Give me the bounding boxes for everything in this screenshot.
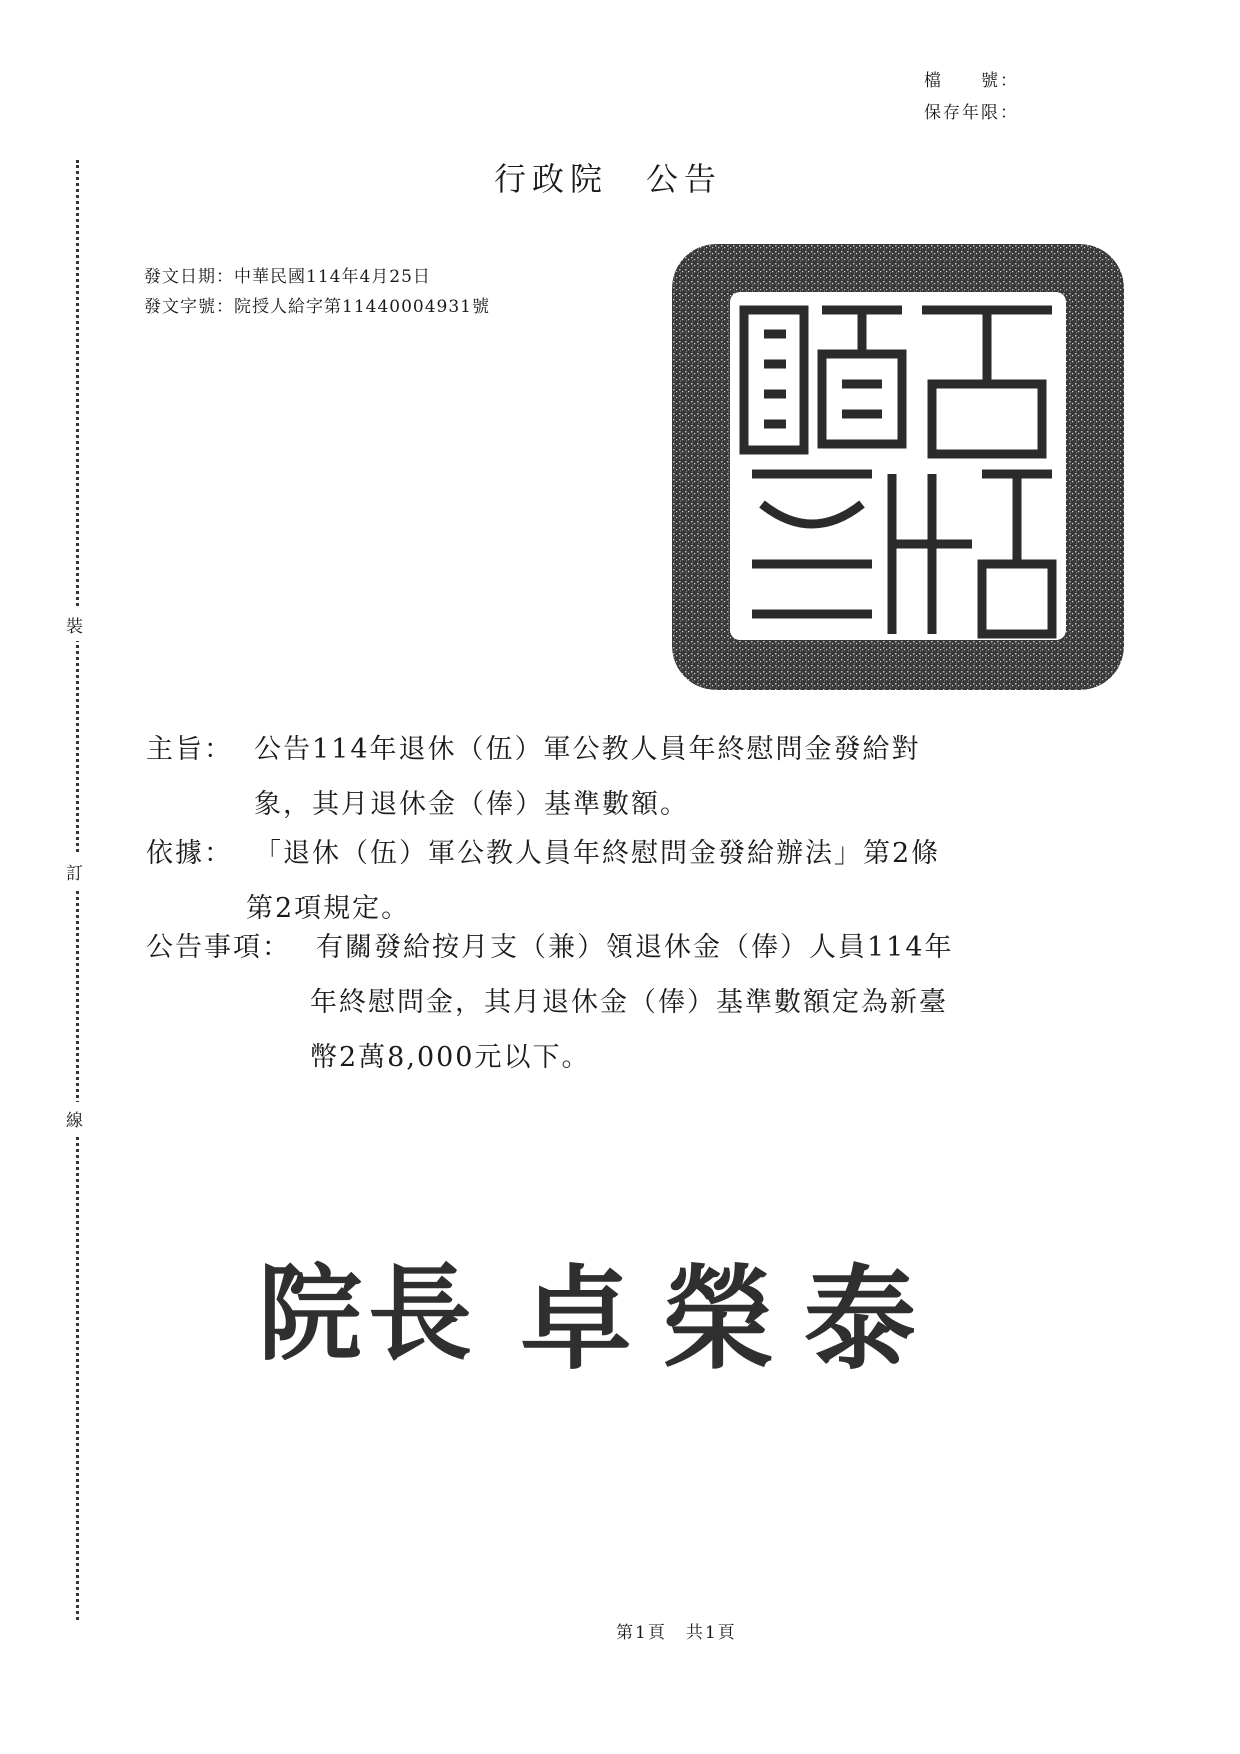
issue-number: 發文字號：院授人給字第11440004931號 — [144, 297, 490, 317]
binding-mark-zhuang: 裝 — [66, 608, 83, 641]
items-line-2: 年終慰問金，其月退休金（俸）基準數額定為新臺 — [310, 987, 948, 1018]
binding-dotted-line — [76, 160, 79, 1620]
binding-mark-xian: 線 — [66, 1102, 83, 1135]
subject-label: 主旨： — [146, 734, 233, 765]
subject-line-1: 公告114年退休（伍）軍公教人員年終慰問金發給對 — [254, 734, 921, 765]
basis-line-2: 第2項規定。 — [246, 893, 411, 924]
basis-line-1: 「退休（伍）軍公教人員年終慰問金發給辦法」第2條 — [254, 838, 941, 869]
official-seal — [672, 244, 1124, 690]
basis-label: 依據： — [146, 838, 233, 869]
section-announcement-items — [146, 920, 1106, 1090]
signature-name: 卓榮泰 — [520, 1254, 946, 1385]
file-number-label: 檔 號： — [924, 71, 1019, 91]
signature-title: 院長 — [258, 1252, 479, 1375]
page-number: 第1頁 共1頁 — [616, 1623, 737, 1643]
subject-line-2: 象，其月退休金（俸）基準數額。 — [254, 789, 689, 820]
announcement-items-label: 公告事項： — [146, 932, 291, 963]
items-line-3: 幣2萬8,000元以下。 — [310, 1042, 591, 1073]
document-title: 行政院 公告 — [494, 160, 723, 198]
binding-mark-ding: 訂 — [66, 855, 83, 888]
section-subject — [146, 722, 1106, 832]
retention-period-label: 保存年限： — [924, 103, 1019, 123]
items-line-1: 有關發給按月支（兼）領退休金（俸）人員114年 — [316, 932, 954, 963]
issue-date: 發文日期：中華民國114年4月25日 — [144, 267, 431, 287]
